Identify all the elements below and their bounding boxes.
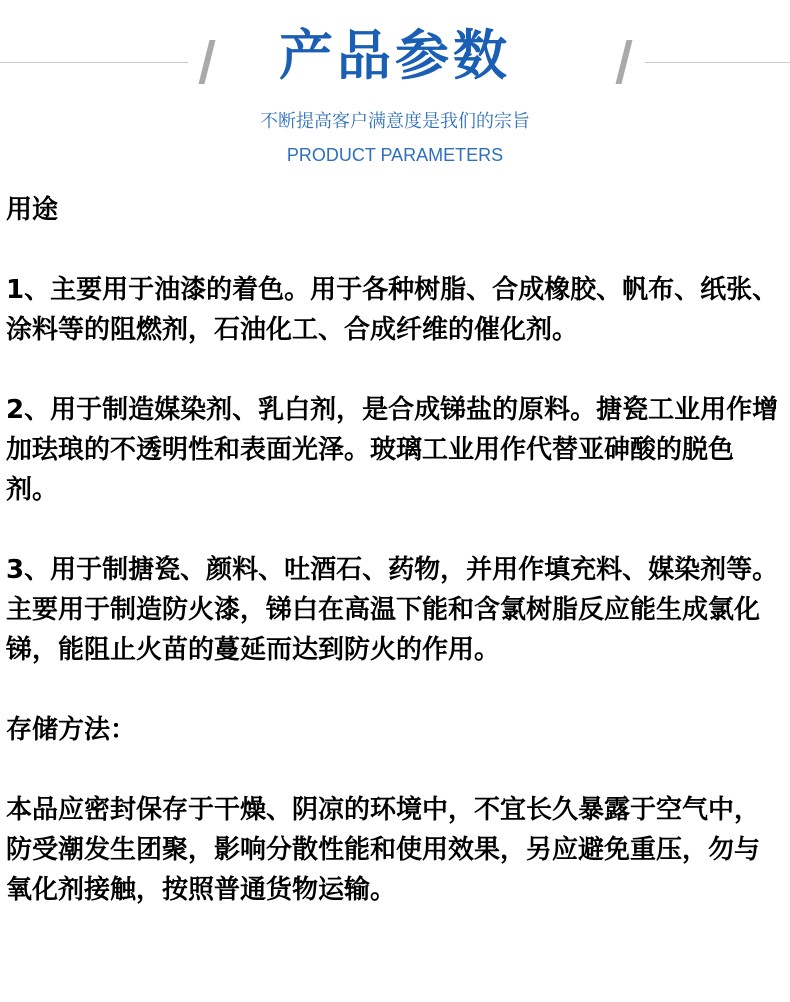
divider-line-right (645, 62, 790, 63)
usage-paragraph-1: 1、主要用于油漆的着色。用于各种树脂、合成橡胶、帆布、纸张、涂料等的阻燃剂，石油化工、合成纤维的催化剂。 (6, 275, 779, 345)
subtitle-chinese: 不断提高客户满意度是我们的宗旨 (260, 111, 530, 132)
usage-heading: 用途 (6, 195, 59, 225)
product-description (6, 190, 782, 950)
storage-paragraph: 本品应密封保存于干燥、阴凉的环境中，不宜长久暴露于空气中，防受潮发生团聚，影响分散性能和使用效果，另应避免重压，勿与氧化剂接触，按照普通货物运输。 (6, 795, 761, 905)
section-header (0, 0, 790, 180)
usage-paragraph-2: 2、用于制造媒染剂、乳白剂，是合成锑盐的原料。搪瓷工业用作增加珐琅的不透明性和表面光泽。玻璃工业用作代替亚砷酸的脱色剂。 (6, 395, 779, 505)
subtitle-english: PRODUCT PARAMETERS (286, 145, 504, 165)
section-title: 产品参数 (279, 24, 511, 87)
usage-paragraph-3: 3、用于制搪瓷、颜料、吐酒石、药物，并用作填充料、媒染剂等。 主要用于制造防火漆，锑白在高温下能和含氯树脂反应能生成氯化锑，能阻止火苗的蔓延而达到防火的作用。 (6, 555, 779, 665)
storage-heading: 存储方法： (6, 715, 137, 745)
